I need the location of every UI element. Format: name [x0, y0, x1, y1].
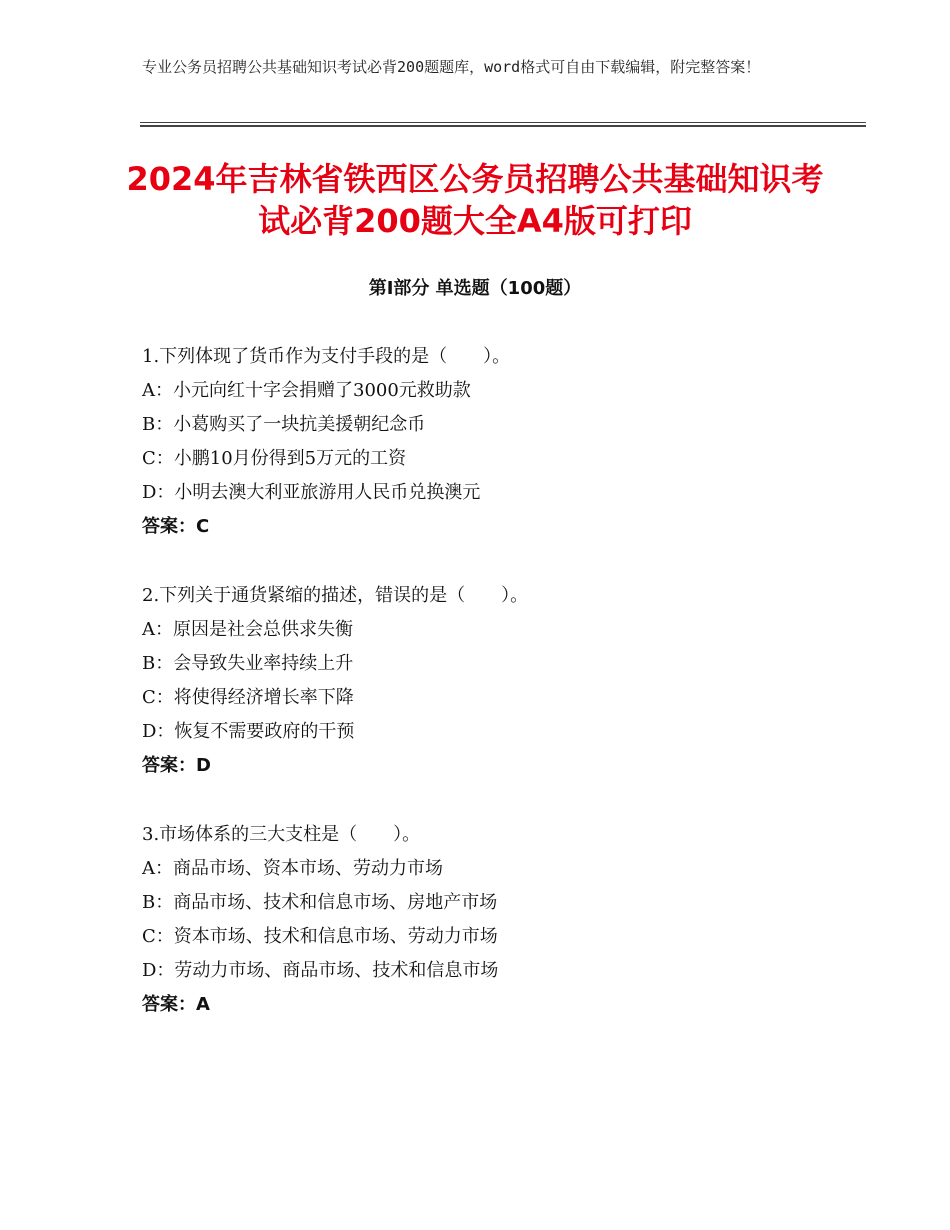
option-c: C：小鹏10月份得到5万元的工资	[142, 448, 407, 469]
header-divider-thin	[140, 122, 866, 123]
option-b: B：小葛购买了一块抗美援朝纪念币	[142, 414, 426, 435]
option-a: A：商品市场、资本市场、劳动力市场	[142, 858, 443, 879]
question-1	[142, 340, 862, 544]
answer: 答案：A	[142, 994, 210, 1015]
header-note: 专业公务员招聘公共基础知识考试必背200题题库，word格式可自由下载编辑，附完整答案！	[142, 58, 761, 76]
header-divider-thick	[140, 125, 866, 127]
option-c: C：资本市场、技术和信息市场、劳动力市场	[142, 926, 498, 947]
option-d: D：恢复不需要政府的干预	[142, 721, 355, 742]
question-stem: 2.下列关于通货紧缩的描述，错误的是（ ）。	[142, 585, 529, 606]
question-stem: 1.下列体现了货币作为支付手段的是（ ）。	[142, 346, 511, 367]
question-3	[142, 818, 862, 1022]
option-a: A：原因是社会总供求失衡	[142, 619, 353, 640]
option-b: B：会导致失业率持续上升	[142, 653, 354, 674]
section-heading: 第Ⅰ部分 单选题（100题）	[368, 278, 582, 299]
answer: 答案：C	[142, 516, 210, 537]
question-stem: 3.市场体系的三大支柱是（ ）。	[142, 824, 421, 845]
question-2	[142, 579, 862, 783]
answer: 答案：D	[142, 755, 211, 776]
option-a: A：小元向红十字会捐赠了3000元救助款	[142, 380, 471, 401]
option-d: D：小明去澳大利亚旅游用人民币兑换澳元	[142, 482, 481, 503]
option-d: D：劳动力市场、商品市场、技术和信息市场	[142, 960, 499, 981]
document-title: 2024年吉林省铁西区公务员招聘公共基础知识考试必背200题大全A4版可打印	[126, 160, 824, 240]
option-b: B：商品市场、技术和信息市场、房地产市场	[142, 892, 498, 913]
option-c: C：将使得经济增长率下降	[142, 687, 354, 708]
